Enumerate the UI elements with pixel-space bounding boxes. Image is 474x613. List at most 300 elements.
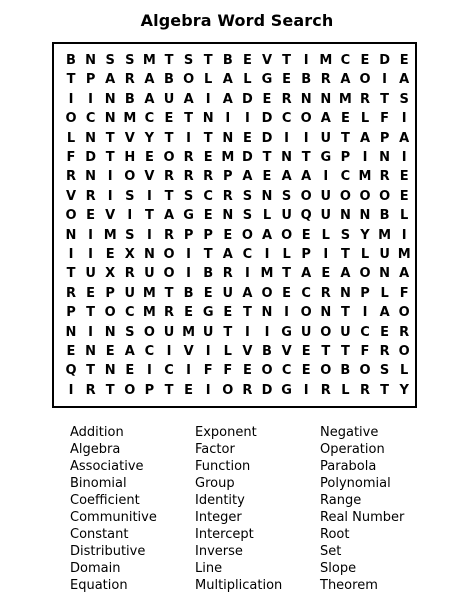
grid-letter: I (284, 130, 290, 146)
grid-letter: E (262, 91, 272, 107)
grid-letter: C (281, 111, 292, 127)
word-list-item: Factor (195, 442, 235, 457)
grid-letter: F (223, 363, 233, 379)
grid-letter: M (182, 324, 196, 340)
grid-letter: U (379, 247, 390, 262)
grid-letter: Q (65, 363, 77, 379)
grid-letter: T (144, 208, 154, 224)
grid-letter: T (86, 363, 96, 379)
grid-letter: C (301, 285, 311, 301)
grid-letter: C (144, 344, 155, 359)
word-list-item: Multiplication (195, 578, 283, 593)
grid-letter: N (85, 53, 97, 68)
word-list-item: Theorem (320, 578, 378, 593)
grid-letter: P (183, 227, 194, 243)
grid-letter: R (183, 169, 194, 185)
grid-letter: E (86, 208, 96, 224)
grid-letter: L (341, 382, 350, 398)
grid-letter: E (242, 363, 252, 379)
grid-letter: T (340, 305, 350, 321)
grid-letter: E (223, 305, 233, 321)
grid-letter: R (320, 72, 331, 88)
grid-letter: C (340, 53, 351, 68)
grid-letter: D (379, 53, 390, 68)
grid-letter: P (144, 382, 155, 398)
grid-letter: I (146, 363, 152, 379)
grid-letter: T (262, 150, 272, 165)
grid-letter: E (340, 111, 350, 127)
word-list-item: Real Number (320, 510, 405, 525)
grid-letter: S (125, 227, 135, 243)
grid-letter: O (300, 188, 312, 204)
grid-letter: X (105, 266, 116, 282)
grid-letter: E (321, 266, 331, 282)
grid-letter: G (281, 324, 292, 340)
grid-letter: E (203, 150, 213, 165)
grid-letter: R (163, 169, 174, 185)
word-list-item: Integer (195, 510, 242, 525)
grid-letter: I (88, 91, 94, 107)
grid-letter: N (281, 150, 293, 165)
grid-letter: T (282, 266, 292, 282)
grid-letter: I (88, 324, 94, 340)
grid-letter: O (163, 247, 175, 262)
word-column-2 (195, 424, 282, 594)
grid-letter: B (301, 72, 312, 88)
word-list-item: Function (195, 459, 251, 474)
grid-letter: F (203, 363, 213, 379)
grid-letter: N (65, 324, 77, 340)
grid-letter: I (68, 91, 74, 107)
grid-letter: S (105, 53, 115, 68)
grid-letter: R (281, 91, 292, 107)
grid-letter: B (340, 363, 351, 379)
grid-letter: A (340, 72, 351, 88)
grid-letter: E (144, 150, 154, 165)
grid-letter: S (125, 53, 135, 68)
grid-letter: O (261, 363, 273, 379)
grid-letter: B (379, 208, 390, 224)
grid-letter: O (222, 382, 234, 398)
grid-letter: U (163, 324, 175, 340)
grid-letter: I (68, 247, 74, 262)
grid-letter: A (183, 91, 194, 107)
grid-letter: E (242, 53, 252, 68)
word-list-item: Line (195, 561, 223, 576)
grid-letter: A (222, 247, 233, 262)
grid-letter: I (107, 188, 113, 204)
grid-letter: R (183, 150, 194, 165)
grid-letter: G (202, 305, 214, 321)
grid-letter: I (186, 363, 192, 379)
grid-letter: F (66, 150, 76, 165)
grid-letter: B (203, 266, 214, 282)
grid-letter: C (281, 363, 292, 379)
grid-letter: O (163, 266, 175, 282)
grid-letter: L (204, 72, 213, 88)
grid-letter: M (260, 266, 274, 282)
grid-letter: N (320, 305, 332, 321)
grid-letter: O (241, 227, 253, 243)
grid-letter: C (242, 247, 253, 262)
grid-letter: V (242, 344, 253, 359)
grid-letter: Y (360, 227, 370, 243)
word-list-item: Group (195, 476, 235, 491)
grid-letter: A (144, 91, 155, 107)
grid-letter: E (86, 285, 96, 301)
word-list (0, 424, 474, 604)
word-list-item: Root (320, 527, 350, 542)
grid-letter: V (183, 344, 194, 359)
grid-letter: A (144, 72, 155, 88)
grid-letter: I (382, 72, 388, 88)
grid-letter: E (399, 188, 409, 204)
grid-letter: T (380, 91, 390, 107)
grid-letter: T (164, 130, 174, 146)
grid-letter: N (85, 130, 97, 146)
word-list-item: Inverse (195, 544, 243, 559)
grid-letter: M (142, 285, 156, 301)
word-list-item: Addition (70, 425, 124, 440)
grid-letter: E (125, 363, 135, 379)
grid-letter: N (222, 208, 234, 224)
grid-letter: T (86, 305, 96, 321)
grid-letter: T (380, 382, 390, 398)
grid-letter: M (378, 227, 392, 243)
grid-letter: A (261, 227, 273, 243)
grid-letter: E (105, 344, 115, 359)
grid-letter: R (242, 382, 253, 398)
grid-letter: S (399, 91, 409, 107)
word-list-item: Intercept (195, 527, 254, 542)
grid-letter: M (103, 227, 117, 243)
grid-letter: S (379, 363, 390, 379)
word-list-item: Coefficient (70, 493, 140, 508)
grid-letter: E (66, 344, 76, 359)
grid-letter: I (323, 169, 329, 185)
grid-letter: U (320, 130, 332, 146)
grid-letter: T (164, 382, 174, 398)
grid-letter: N (85, 344, 97, 359)
grid-letter: N (222, 130, 234, 146)
grid-letter: G (320, 150, 332, 165)
grid-letter: C (340, 169, 351, 185)
grid-letter: A (281, 169, 292, 185)
grid-letter: A (105, 72, 116, 88)
grid-letter: E (282, 285, 292, 301)
grid-letter: R (65, 169, 76, 185)
grid-letter: I (244, 266, 250, 282)
grid-letter: N (85, 169, 97, 185)
grid-letter: L (360, 247, 370, 262)
grid-letter: S (340, 227, 351, 243)
grid-letter: B (124, 91, 135, 107)
grid-letter: V (65, 188, 77, 204)
grid-letter: Y (399, 382, 409, 398)
grid-letter: U (340, 324, 351, 340)
grid-letter: G (281, 382, 292, 398)
grid-letter: E (360, 53, 370, 68)
grid-letter: A (359, 130, 371, 146)
grid-letter: O (65, 208, 77, 224)
grid-letter: L (66, 130, 76, 146)
grid-letter: T (340, 130, 350, 146)
grid-letter: I (205, 344, 211, 359)
grid-letter: I (186, 266, 192, 282)
grid-letter: A (399, 72, 410, 88)
grid-letter: E (184, 305, 194, 321)
grid-letter: N (320, 91, 332, 107)
grid-letter: O (320, 324, 332, 340)
word-list-item: Algebra (70, 442, 121, 457)
grid-letter: N (261, 188, 273, 204)
word-list-item: Binomial (70, 476, 127, 491)
grid-letter: L (223, 344, 232, 359)
grid-letter: N (202, 111, 214, 127)
word-list-item: Negative (320, 425, 379, 440)
grid-letter: I (88, 247, 94, 262)
word-list-item: Operation (320, 442, 385, 457)
grid-letter: L (400, 208, 409, 224)
grid-letter: S (125, 324, 135, 340)
grid-letter: T (321, 344, 331, 359)
grid-letter: T (242, 305, 252, 321)
grid-letter: O (183, 72, 195, 88)
grid-letter: P (105, 285, 115, 301)
grid-letter: Q (300, 208, 312, 224)
grid-letter: I (264, 324, 270, 340)
grid-letter: E (164, 111, 174, 127)
grid-letter: P (85, 72, 96, 88)
grid-letter: E (301, 227, 311, 243)
grid-letter: B (164, 72, 174, 88)
grid-letter: I (205, 91, 211, 107)
grid-letter: I (303, 382, 309, 398)
grid-letter: L (360, 111, 370, 127)
grid-letter: E (184, 382, 194, 398)
grid-letter: A (301, 266, 312, 282)
grid-letter: A (222, 91, 233, 107)
grid-letter: T (340, 247, 350, 262)
word-list-item: Equation (70, 578, 128, 593)
word-list-item: Parabola (320, 459, 377, 474)
grid-letter: A (163, 208, 175, 224)
grid-letter: E (242, 130, 252, 146)
grid-letter: C (85, 111, 96, 127)
grid-letter: M (338, 91, 352, 107)
grid-letter: R (222, 188, 233, 204)
grid-letter: G (183, 208, 194, 224)
grid-letter: Y (144, 130, 155, 146)
grid-letter: N (104, 324, 116, 340)
grid-letter: O (359, 72, 371, 88)
grid-letter: U (124, 285, 136, 301)
word-list-item: Constant (70, 527, 129, 542)
grid-letter: T (164, 53, 174, 68)
grid-letter: A (399, 130, 410, 146)
grid-letter: U (320, 208, 332, 224)
grid-letter: E (203, 208, 213, 224)
grid-letter: U (222, 285, 234, 301)
word-list-item: Domain (70, 561, 121, 576)
grid-letter: V (144, 169, 155, 185)
grid-letter: T (66, 266, 76, 282)
grid-letter: U (144, 266, 155, 282)
grid-letter: T (164, 188, 174, 204)
grid-letter: V (105, 208, 116, 224)
grid-letter: S (183, 53, 194, 68)
grid-letter: N (339, 285, 351, 301)
grid-letter: R (222, 266, 233, 282)
grid-letter: B (183, 285, 194, 301)
grid-letter: P (223, 169, 233, 185)
word-list-item: Range (320, 493, 362, 508)
grid-letter: N (65, 227, 77, 243)
grid-letter: T (66, 72, 76, 88)
grid-letter: R (124, 72, 135, 88)
grid-letter: C (125, 305, 135, 321)
grid-letter: T (340, 344, 350, 359)
grid-letter: O (379, 188, 391, 204)
grid-letter: S (242, 188, 253, 204)
grid-letter: T (105, 382, 115, 398)
grid-letter: P (340, 150, 351, 165)
grid-letter: N (379, 150, 391, 165)
grid-letter: R (379, 169, 390, 185)
grid-letter: S (242, 208, 253, 224)
grid-letter: M (123, 111, 137, 127)
grid-letter: T (223, 324, 233, 340)
grid-letter: R (320, 285, 331, 301)
grid-letter: I (401, 227, 407, 243)
grid-letter: D (261, 111, 273, 127)
grid-letter: L (282, 247, 291, 262)
grid-letter: M (142, 305, 156, 321)
word-list-item: Associative (70, 459, 144, 474)
grid-letter: F (399, 285, 409, 301)
grid-letter: I (323, 247, 329, 262)
grid-letter: R (163, 227, 174, 243)
grid-letter: I (186, 130, 192, 146)
word-list-item: Slope (320, 561, 357, 576)
grid-letter: O (65, 111, 77, 127)
grid-letter: A (320, 111, 331, 127)
grid-letter: E (262, 169, 272, 185)
grid-letter: I (401, 150, 407, 165)
grid-letter: P (379, 130, 390, 146)
grid-letter: U (281, 208, 292, 224)
word-list-item: Communitive (70, 510, 157, 525)
grid-letter: I (107, 169, 113, 185)
grid-letter: A (124, 344, 135, 359)
grid-letter: R (203, 169, 214, 185)
grid-letter: I (146, 188, 152, 204)
grid-letter: O (398, 305, 410, 321)
grid-letter: E (282, 72, 292, 88)
grid-letter: I (362, 150, 368, 165)
grid-letter: U (300, 324, 312, 340)
grid-letter: N (143, 247, 155, 262)
grid-letter: M (221, 150, 235, 165)
grid-letter: C (144, 111, 155, 127)
grid-letter: A (242, 285, 253, 301)
grid-letter: D (241, 150, 253, 165)
word-list-item: Distributive (70, 544, 146, 559)
grid-letter: I (244, 324, 250, 340)
grid-letter: I (146, 227, 152, 243)
grid-letter: L (262, 208, 272, 224)
grid-letter: I (401, 111, 407, 127)
grid-letter: E (399, 53, 409, 68)
grid-letter: V (281, 344, 292, 359)
grid-letter: U (85, 266, 96, 282)
grid-letter: A (242, 169, 253, 185)
grid-letter: E (301, 344, 311, 359)
grid-letter: I (244, 111, 250, 127)
grid-letter: D (241, 91, 253, 107)
grid-letter: L (243, 72, 252, 88)
grid-letter: N (104, 91, 116, 107)
grid-letter: O (143, 324, 155, 340)
grid-letter: I (205, 382, 211, 398)
grid-letter: M (397, 247, 411, 262)
grid-letter: N (300, 91, 312, 107)
grid-letter: I (186, 247, 192, 262)
word-column-3 (320, 424, 404, 594)
grid-letter: O (320, 363, 332, 379)
grid-letter: O (339, 188, 351, 204)
grid-letter: T (184, 111, 194, 127)
grid-letter: E (223, 227, 233, 243)
grid-letter: O (359, 363, 371, 379)
grid-letter: I (303, 130, 309, 146)
grid-letter: S (125, 188, 135, 204)
letter-grid (60, 51, 415, 401)
word-list-item: Identity (195, 493, 245, 508)
grid-letter: I (264, 247, 270, 262)
grid-letter: R (163, 305, 174, 321)
grid-letter: I (303, 53, 309, 68)
word-list-item: Polynomial (320, 476, 391, 491)
grid-letter: R (124, 266, 135, 282)
grid-letter: R (320, 382, 331, 398)
grid-letter: T (164, 285, 174, 301)
grid-letter: I (88, 227, 94, 243)
word-list-item: Exponent (195, 425, 257, 440)
grid-letter: B (262, 344, 272, 359)
grid-letter: I (68, 382, 74, 398)
grid-letter: N (104, 363, 116, 379)
grid-letter: N (339, 208, 351, 224)
grid-letter: L (380, 285, 389, 301)
grid-letter: T (105, 150, 115, 165)
grid-letter: V (261, 53, 273, 68)
grid-letter: O (104, 305, 116, 321)
grid-letter: D (261, 130, 273, 146)
grid-letter: T (282, 53, 292, 68)
grid-letter: R (359, 91, 370, 107)
grid-letter: T (203, 130, 213, 146)
grid-letter: O (163, 150, 175, 165)
grid-letter: P (301, 247, 311, 262)
grid-letter: T (203, 247, 213, 262)
grid-letter: M (142, 53, 156, 68)
grid-letter: O (359, 188, 371, 204)
grid-letter: I (284, 305, 290, 321)
grid-letter: E (380, 324, 390, 340)
grid-letter: O (300, 111, 312, 127)
grid-letter: F (360, 344, 370, 359)
